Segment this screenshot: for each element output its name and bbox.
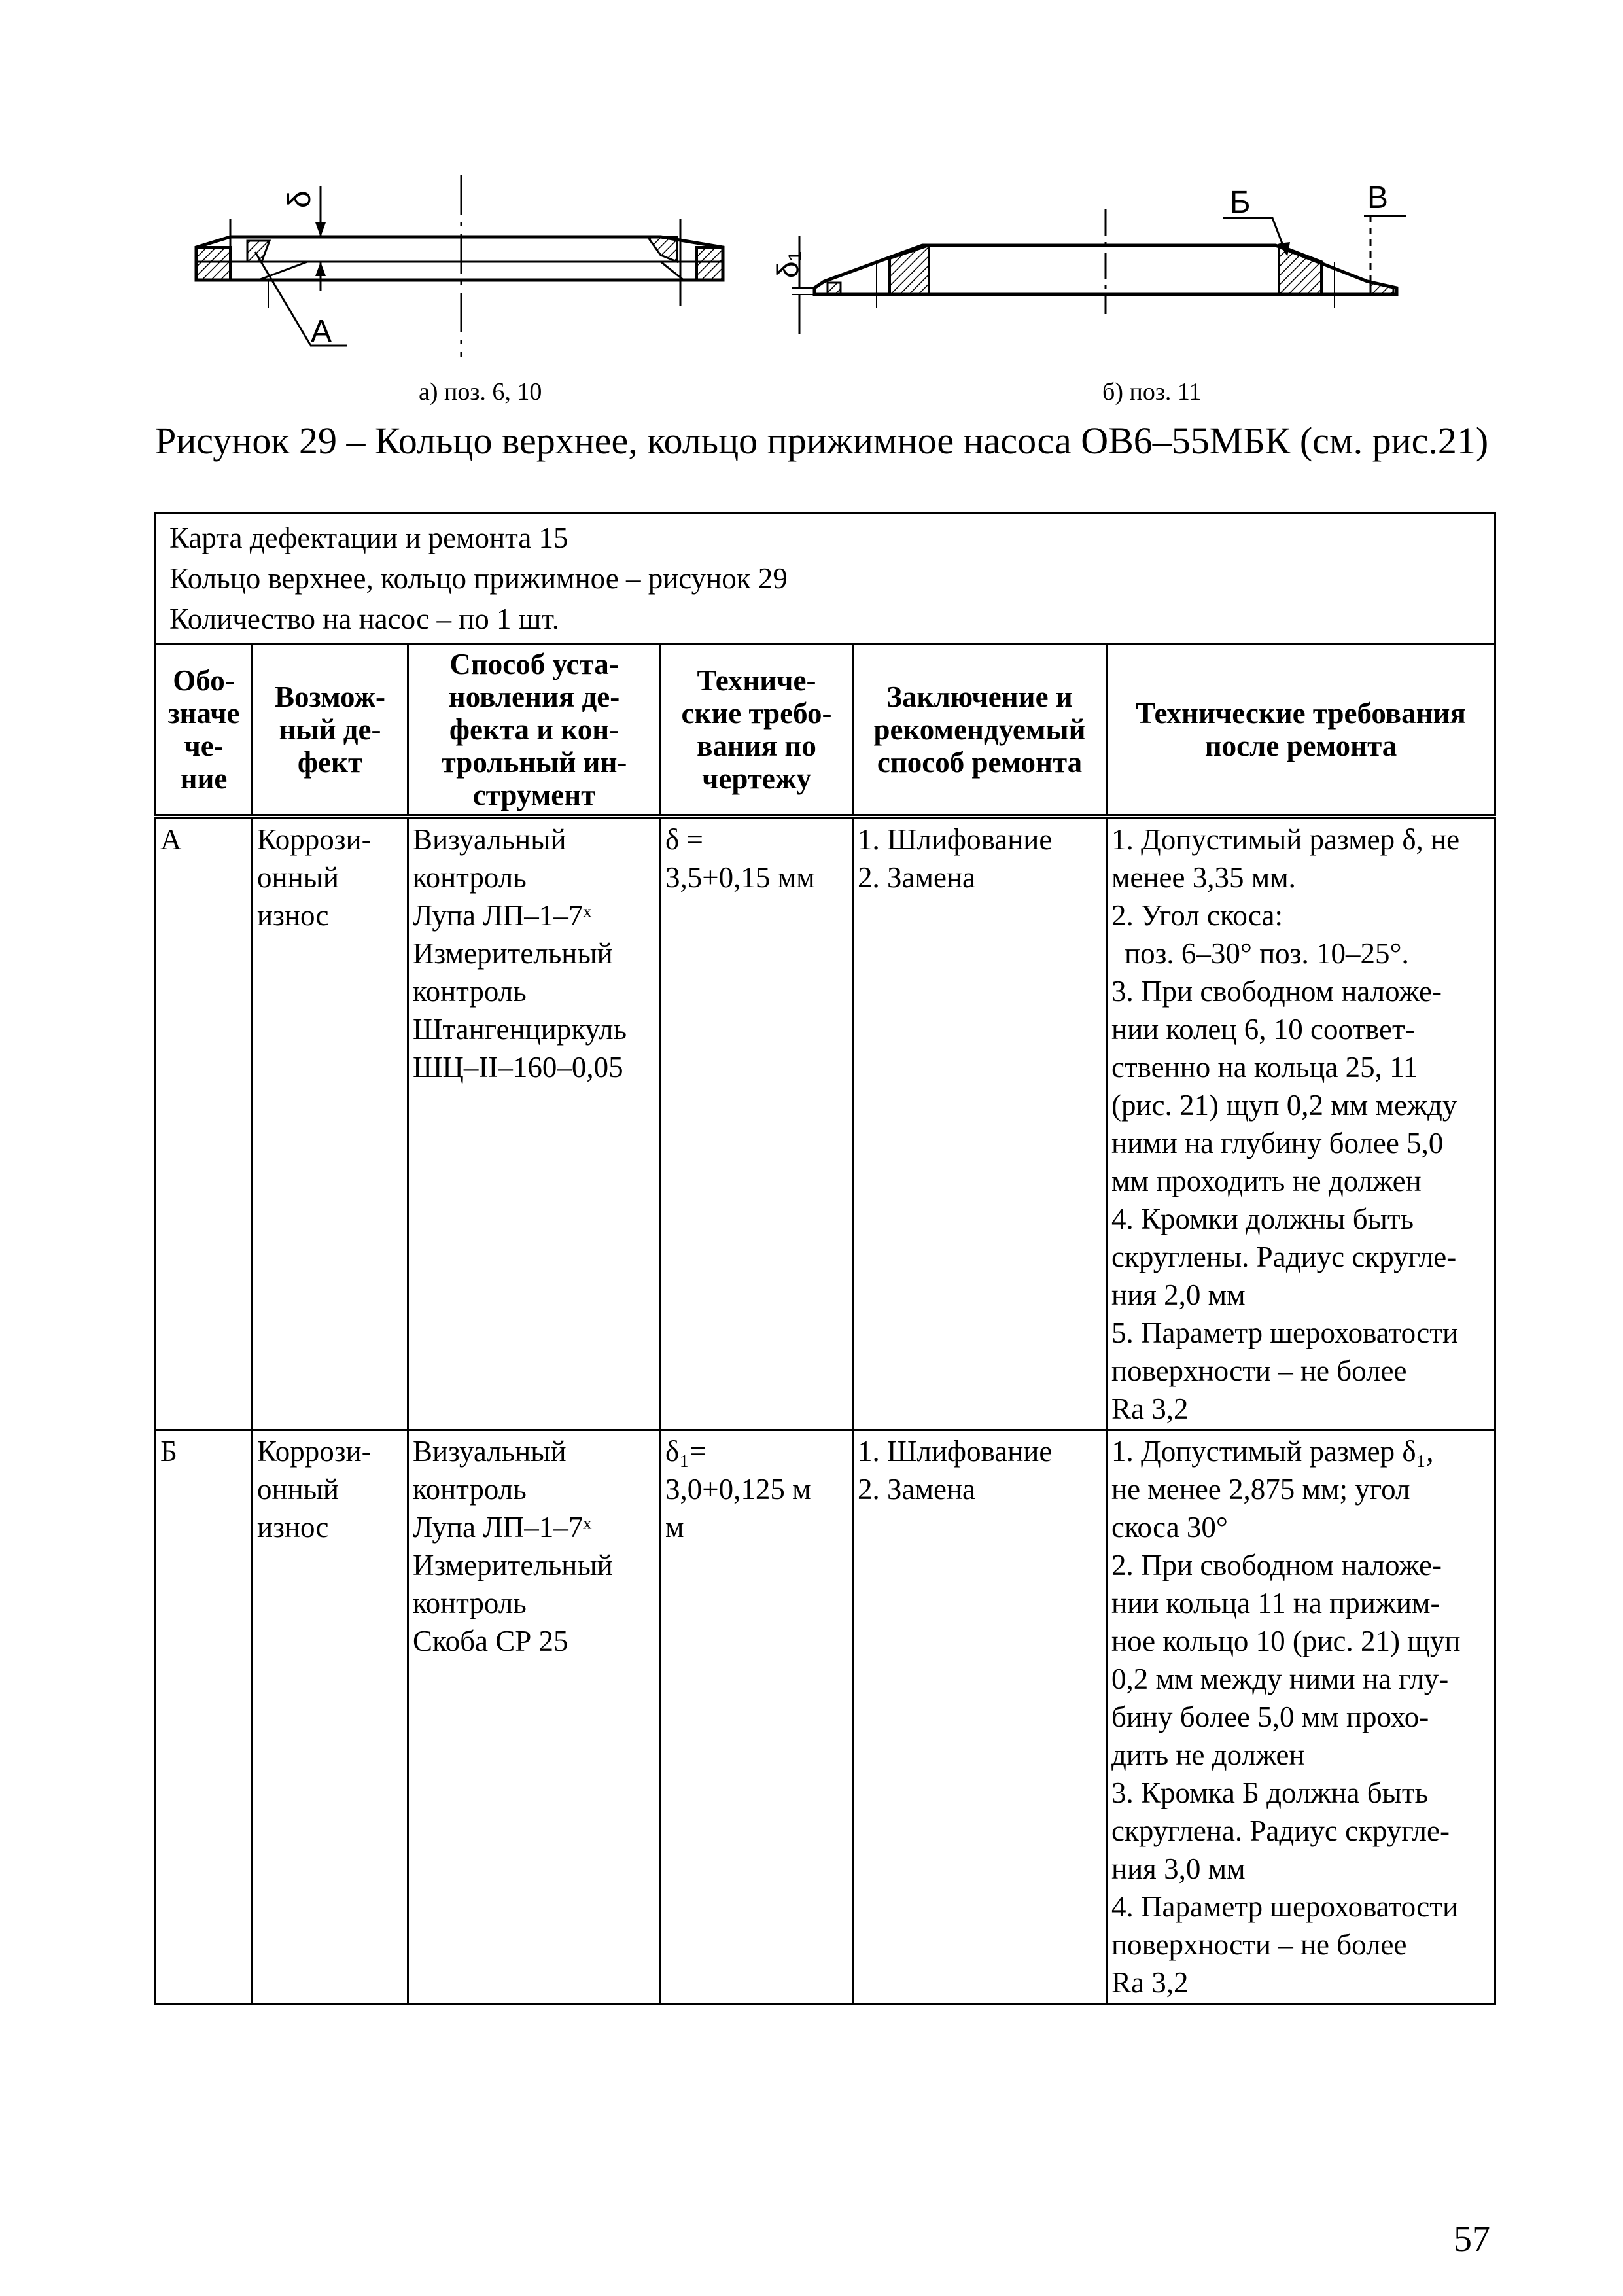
- col-header-designation: Обо- значе че- ние: [156, 645, 253, 817]
- figure-title: Рисунок 29 – Кольцо верхнее, кольцо прижимное насоса ОВ6–55МБК (см. рис.21): [155, 419, 1489, 462]
- figure-area: [0, 0, 1623, 432]
- card-header-row: [156, 513, 1495, 645]
- cell-designation: А: [156, 817, 253, 1430]
- caption-b: б) поз. 11: [1102, 378, 1202, 406]
- card-title: Карта дефектации и ремонта 15: [169, 521, 568, 554]
- cell-conclusion: 1. Шлифование 2. Замена: [853, 817, 1107, 1430]
- column-header-row: [156, 645, 1495, 817]
- drawing-b: [771, 181, 1406, 334]
- drawing-a: [196, 175, 723, 357]
- table-row: [156, 1430, 1495, 2004]
- cell-spec: δ₁= 3,0+0,125 м м: [661, 1430, 853, 2004]
- card-subject: Кольцо верхнее, кольцо прижимное – рисунок 29: [169, 562, 788, 595]
- cell-method: Визуальный контроль Лупа ЛП–1–7ˣ Измерительный контроль Скоба СР 25: [408, 1430, 661, 2004]
- col-header-method: Способ уста- новления де- фекта и кон- трольный ин- струмент: [408, 645, 661, 817]
- col-header-conclusion: Заключение и рекомендуемый способ ремонта: [853, 645, 1107, 817]
- col-header-defect: Возмож- ный де- фект: [253, 645, 408, 817]
- cell-defect: Коррози- онный износ: [253, 817, 408, 1430]
- cell-defect: Коррози- онный износ: [253, 1430, 408, 2004]
- col-header-requirements: Технические требования после ремонта: [1107, 645, 1495, 817]
- delta1-label: δ₁: [771, 251, 805, 278]
- callout-a-label: А: [311, 314, 332, 349]
- cell-requirements: 1. Допустимый размер δ, не менее 3,35 мм. 2. Угол скоса: поз. 6–30° поз. 10–25°. 3. При свободном наложе- нии колец 6, 10 соответ- ственно на кольца 25, 11 (рис. 21) щуп 0,2 мм между ними на глубину более 5,0 мм проходить не должен 4. Кромки должны быть скруглены. Радиус скругле- ния 2,0 мм 5. Параметр шероховатости поверхности – не более Ra 3,2: [1107, 817, 1495, 1430]
- callout-v-label: В: [1367, 181, 1389, 215]
- cell-spec: δ = 3,5+0,15 мм: [661, 817, 853, 1430]
- cell-conclusion: 1. Шлифование 2. Замена: [853, 1430, 1107, 2004]
- caption-a: а) поз. 6, 10: [419, 378, 542, 406]
- card-quantity: Количество на насос – по 1 шт.: [169, 603, 559, 635]
- card-header: [156, 513, 1495, 645]
- col-header-spec: Техниче- ские требо- вания по чертежу: [661, 645, 853, 817]
- delta-label: δ: [283, 190, 317, 208]
- cell-requirements: 1. Допустимый размер δ₁, не менее 2,875 мм; угол скоса 30° 2. При свободном наложе- нии кольца 11 на прижим- ное кольцо 10 (рис. 21) щуп 0,2 мм между ними на глу- бину более 5,0 мм прохо- дить не должен 3. Кромка Б должна быть скруглена. Радиус скругле- ния 3,0 мм 4. Параметр шероховатости поверхности – не более Ra 3,2: [1107, 1430, 1495, 2004]
- defect-card-table: [154, 512, 1496, 2005]
- cell-method: Визуальный контроль Лупа ЛП–1–7ˣ Измерительный контроль Штангенциркуль ШЦ–II–160–0,05: [408, 817, 661, 1430]
- cell-designation: Б: [156, 1430, 253, 2004]
- page-number: 57: [1454, 2219, 1490, 2259]
- callout-b-label: Б: [1230, 185, 1251, 220]
- ring-drawings: [0, 0, 1623, 432]
- table-row: [156, 817, 1495, 1430]
